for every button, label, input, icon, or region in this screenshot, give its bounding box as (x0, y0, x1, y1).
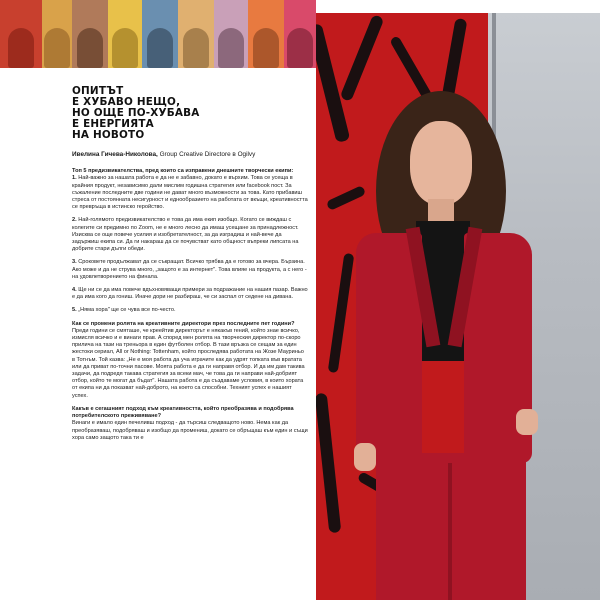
item-text: Ще ни се да има повече вдъхновяващи примери за подражание на нашия пазар. Важно е да има кого да гониш. Иначе дори не разбираш, че си заспал от седене на дивана. (72, 287, 308, 301)
item-number: 4. (72, 287, 77, 294)
headline-line: НО ОЩЕ ПО-ХУБАВА (72, 107, 200, 119)
article-headline (72, 86, 308, 141)
item-number: 2. (72, 217, 77, 224)
collage-tile (108, 0, 142, 68)
collage-tile (284, 0, 316, 68)
answer-paragraph: Преди години се смяташе, че креейтив директорът е някакъв гений, който знае всичко, измисля всичко и е винаги прав. А според мен ролята на творческия директор по-скоро прилича на тази на треньора в един футболен отбор. В тази връзка се сещам за един жестоки сериал, All or Nothing: Tottenham, който проследява работата на Жозе Мауриньо в Тотнъм. Той казва: „Не е моя работа да уча играчите как да удрят топката във вратата или да приват по-точни пасове. Моята работа е да ги направя отбор. И да им дам такива задачи, да подредя такава стратегия за всеки мач, че това да ги направи най-добрият отбор, който те могат да бъдат". Нашата работа е да създаваме условия, в които хората от екипа ни да показват най-доброто, на което са способни. Техният успех е нашият успех. (72, 327, 305, 399)
headline-line: ОПИТЪТ (72, 85, 124, 97)
collage-tile (142, 0, 178, 68)
intro-question: Топ 5 предизвикателства, пред които са изправени днешните творчески екипи: (72, 168, 294, 175)
list-item (72, 217, 308, 253)
question-heading: Какъв е сегашният подход към креативността, който преобразява и подобрява потребителското преживяване? (72, 405, 294, 420)
item-number: 1. (72, 175, 77, 182)
list-item (72, 175, 308, 211)
portrait-photo (316, 13, 600, 600)
left-hand (354, 443, 376, 471)
answer-paragraph: Винаги е имало един печеливш подход - да търсиш следващото ново. Нема как да преобразяваш, подобряваш и изобщо да промениш, докато се обръщаш към един и същи хора само защото така ти е (72, 420, 308, 441)
collage-tile (0, 0, 42, 68)
photo-collage-strip (0, 0, 316, 68)
collage-tile (214, 0, 248, 68)
item-number: 5. (72, 307, 77, 314)
article-column (72, 86, 308, 448)
list-item (72, 287, 308, 301)
question-heading: Как се промени ролята на креативните директори през последните пет години? (72, 320, 295, 327)
author-role: Group Creative Directore в Ogilvy (157, 151, 256, 158)
item-text: Сроковете продължават да се съкращат. Всичко трябва да е готово за вчера. Бързина. Ако може и да не струва много, „защото е за интернет". Това влияе на продукта, а с него - на удовлетворението на финала. (72, 259, 307, 280)
headline-line: Е ЕНЕРГИЯТА (72, 118, 154, 130)
item-text: Най-голямото предизвикателство е това да има екип изобщо. Когато се виждаш с колегите си предимно по Zoom, не е много лесно да имаш усещане за принадлежност. Изисква се още повече усилия и изобретателност, за да изградиш и най-вече да задържиш екипа си. Да ги накараш да се почувстват като общност въпреки липсата на добрите стари дълги обеди. (72, 217, 299, 253)
headline-line: НА НОВОТО (72, 129, 145, 141)
headline-line: Е ХУБАВО НЕЩО, (72, 96, 181, 108)
collage-tile (178, 0, 214, 68)
collage-tile (248, 0, 284, 68)
item-text: Най-важно за нашата работа е да не е забавно, докато е върхим. Това се усеща в крайния продукт, независимо дали мислим годишна стратегия или facebook пост. За съжаление последните две години не дават много възможности за това. Като прибавиш стреса от постоянната несигурност и еднообразието на работата от вкъщи, креативността се превръща в истинско геройство. (72, 175, 308, 211)
list-item (72, 307, 308, 314)
trouser-crease (448, 463, 452, 600)
right-hand (516, 409, 538, 435)
author-byline (72, 151, 308, 158)
item-number: 3. (72, 259, 77, 266)
list-item (72, 259, 308, 281)
face (410, 121, 472, 205)
item-text: „Няма хора" ще се чува все по-често. (78, 307, 176, 314)
author-name: Ивелина Гичева-Николова, (72, 151, 158, 158)
collage-tile (72, 0, 108, 68)
collage-tile (42, 0, 72, 68)
